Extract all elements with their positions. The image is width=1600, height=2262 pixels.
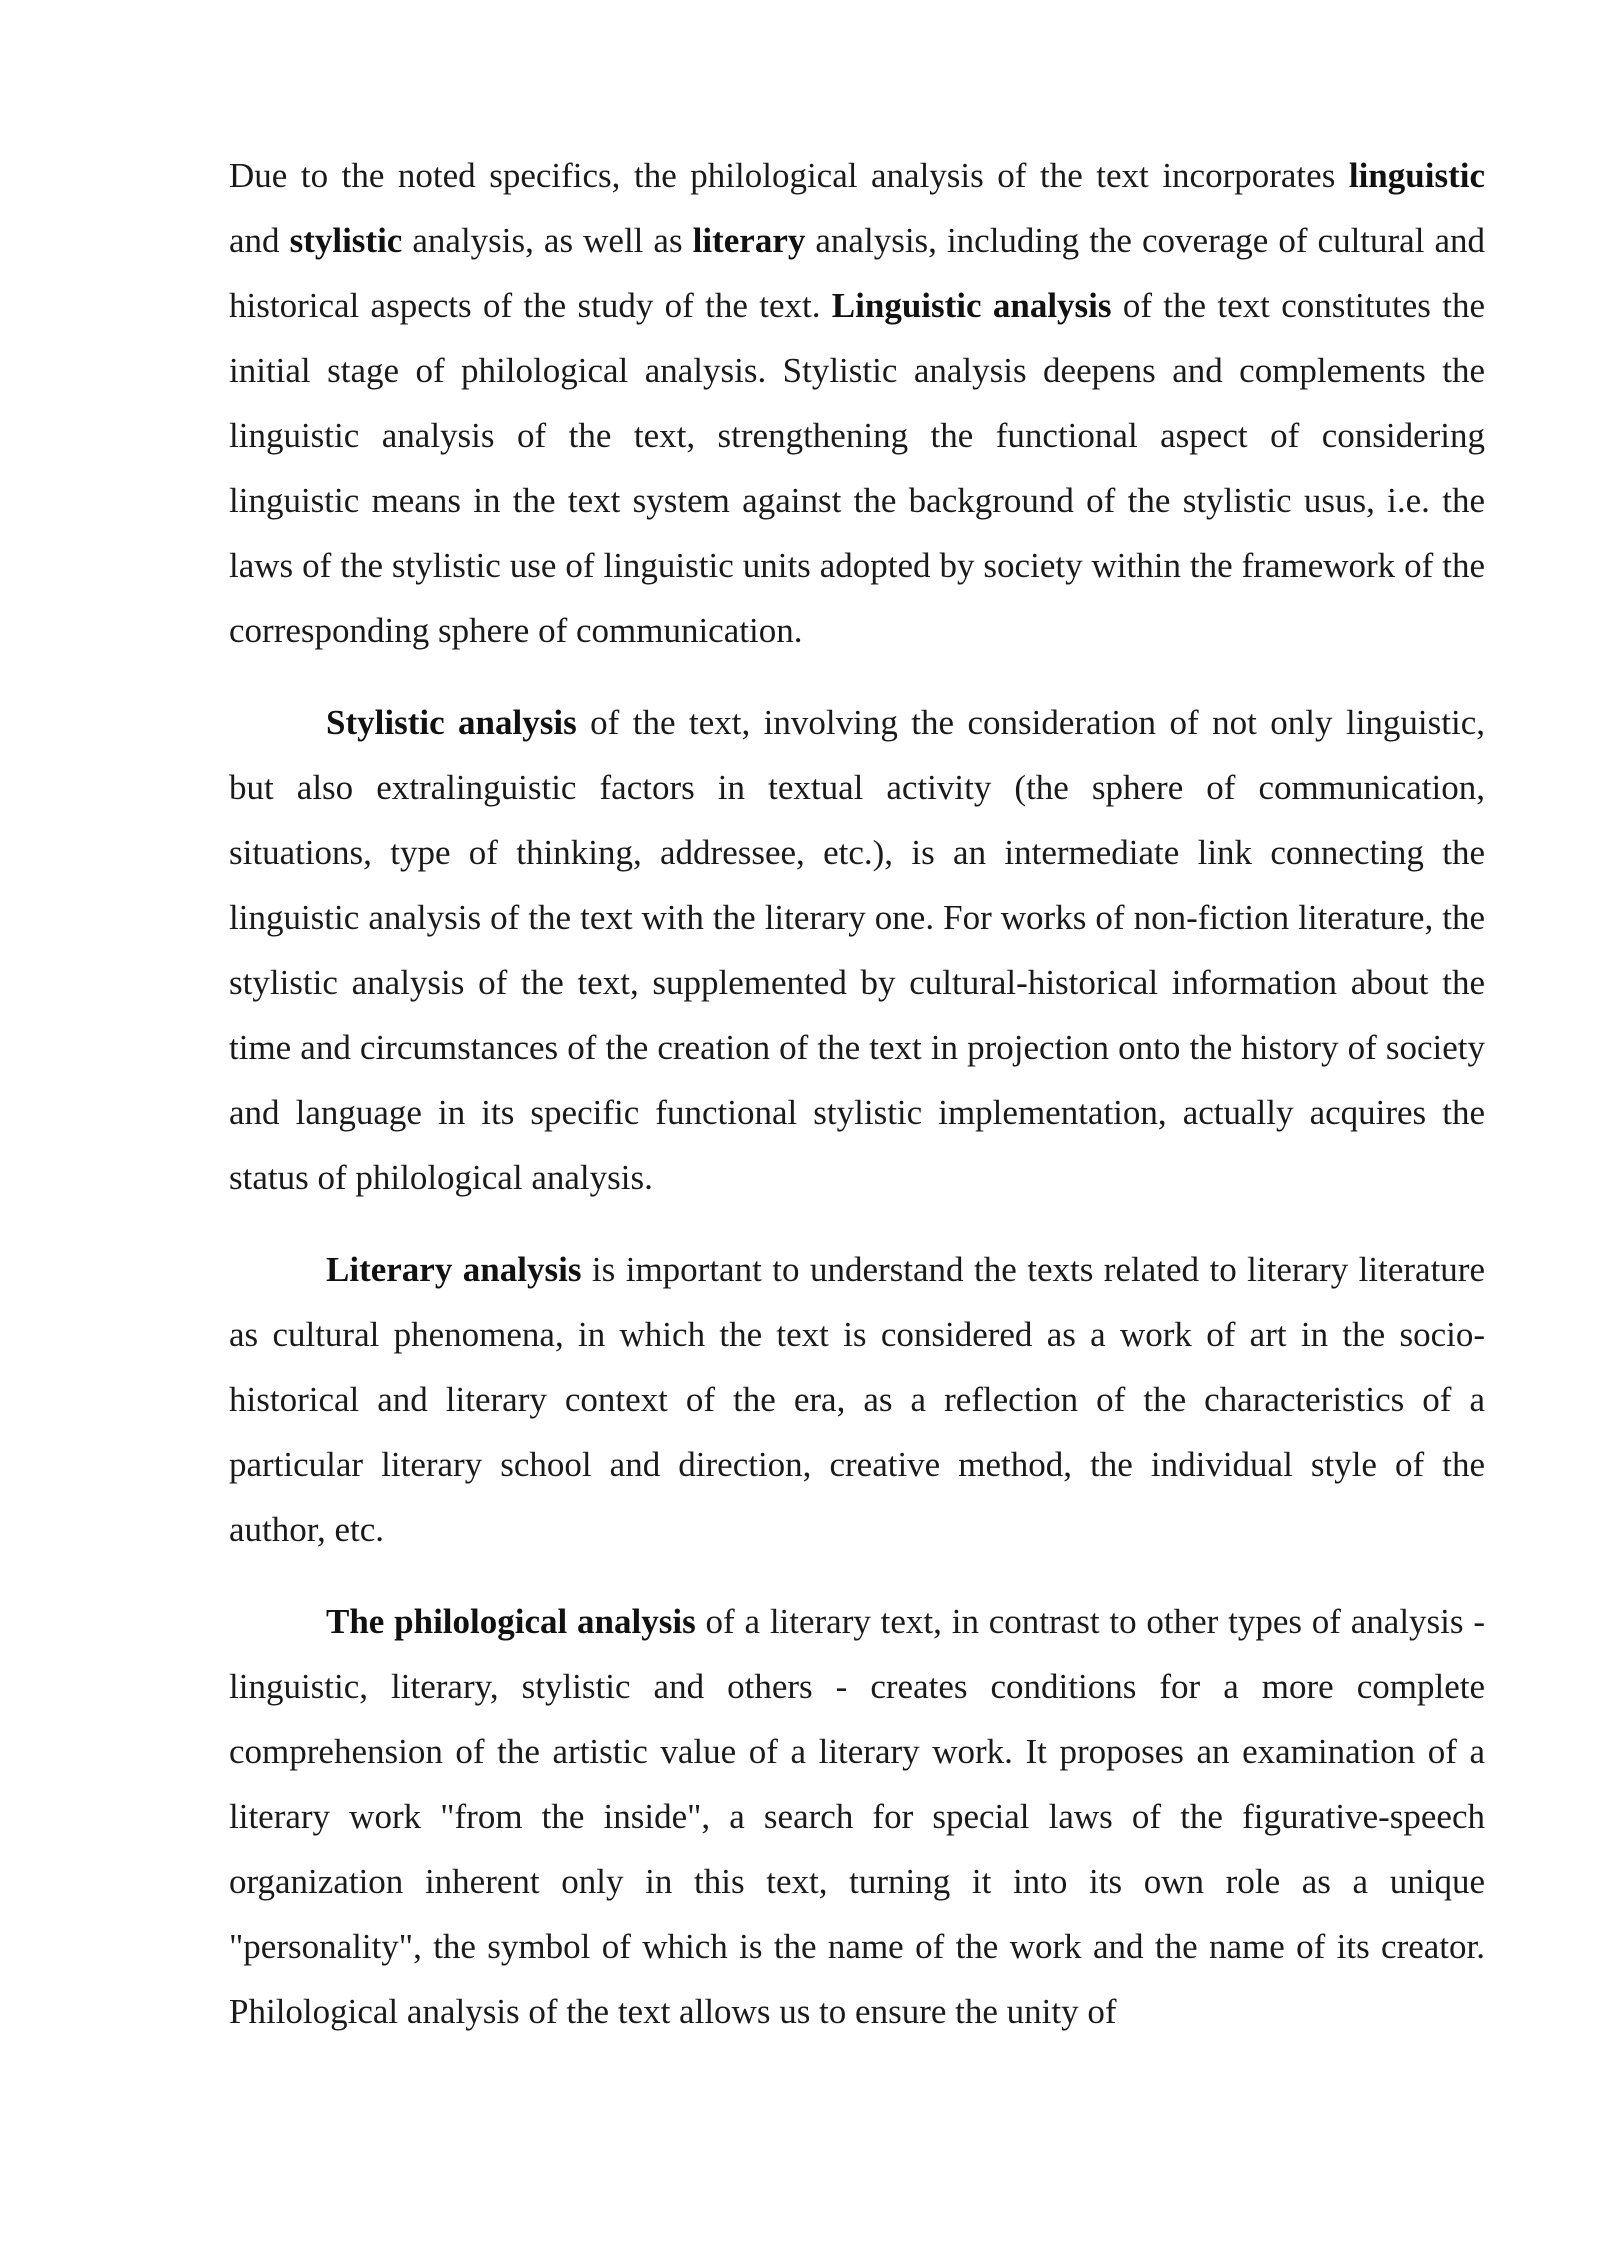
paragraph-1 xyxy=(229,143,1485,663)
text-run: of the text, involving the consideration of not only linguistic, but also extralinguistic factors in textual activity (the sphere of communication, situations, type of thinking, addressee, etc.), is an intermediate link connecting the linguistic analysis of the text with the literary one. For works of non-fiction literature, the stylistic analysis of the text, supplemented by cultural-historical information about the time and circumstances of the creation of the text in projection onto the history of society and language in its specific functional stylistic implementation, actually acquires the status of philological analysis. xyxy=(229,703,1485,1197)
bold-term-linguistic: linguistic xyxy=(1348,156,1485,195)
text-run: analysis, as well as xyxy=(402,221,693,260)
paragraph-4 xyxy=(229,1589,1485,2044)
bold-term-stylistic-analysis: Stylistic analysis xyxy=(326,703,577,742)
text-run: and xyxy=(229,221,290,260)
bold-term-linguistic-analysis: Linguistic analysis xyxy=(831,286,1112,325)
bold-term-stylistic: stylistic xyxy=(289,221,403,260)
paragraph-3 xyxy=(229,1237,1485,1562)
bold-term-philological-analysis: The philological analysis xyxy=(326,1602,696,1641)
text-run: analysis, including the coverage of cultural and historical aspects of the study of the text. xyxy=(229,221,1486,325)
bold-term-literary-analysis: Literary analysis xyxy=(326,1250,582,1289)
text-run: of a literary text, in contrast to other types of analysis - linguistic, literary, stylistic and others - creates conditions for a more complete comprehension of the artistic value of a literary work. It proposes an examination of a literary work "from the inside", a search for special laws of the figurative-speech organization inherent only in this text, turning it into its own role as a unique "personality", the symbol of which is the name of the work and the name of its creator. Philological analysis of the text allows us to ensure the unity of xyxy=(229,1602,1485,2031)
bold-term-literary: literary xyxy=(692,221,806,260)
text-run: of the text constitutes the initial stage of philological analysis. Stylistic analysis deepens and complements the linguistic analysis of the text, strengthening the functional aspect of considering linguistic means in the text system against the background of the stylistic usus, i.e. the laws of the stylistic use of linguistic units adopted by society within the framework of the corresponding sphere of communication. xyxy=(229,286,1485,650)
text-run: is important to understand the texts related to literary literature as cultural phenomena, in which the text is considered as a work of art in the socio-historical and literary context of the era, as a reflection of the characteristics of a particular literary school and direction, creative method, the individual style of the author, etc. xyxy=(229,1250,1485,1549)
paragraph-2 xyxy=(229,690,1485,1210)
text-run: Due to the noted specifics, the philological analysis of the text incorporates xyxy=(229,156,1349,195)
